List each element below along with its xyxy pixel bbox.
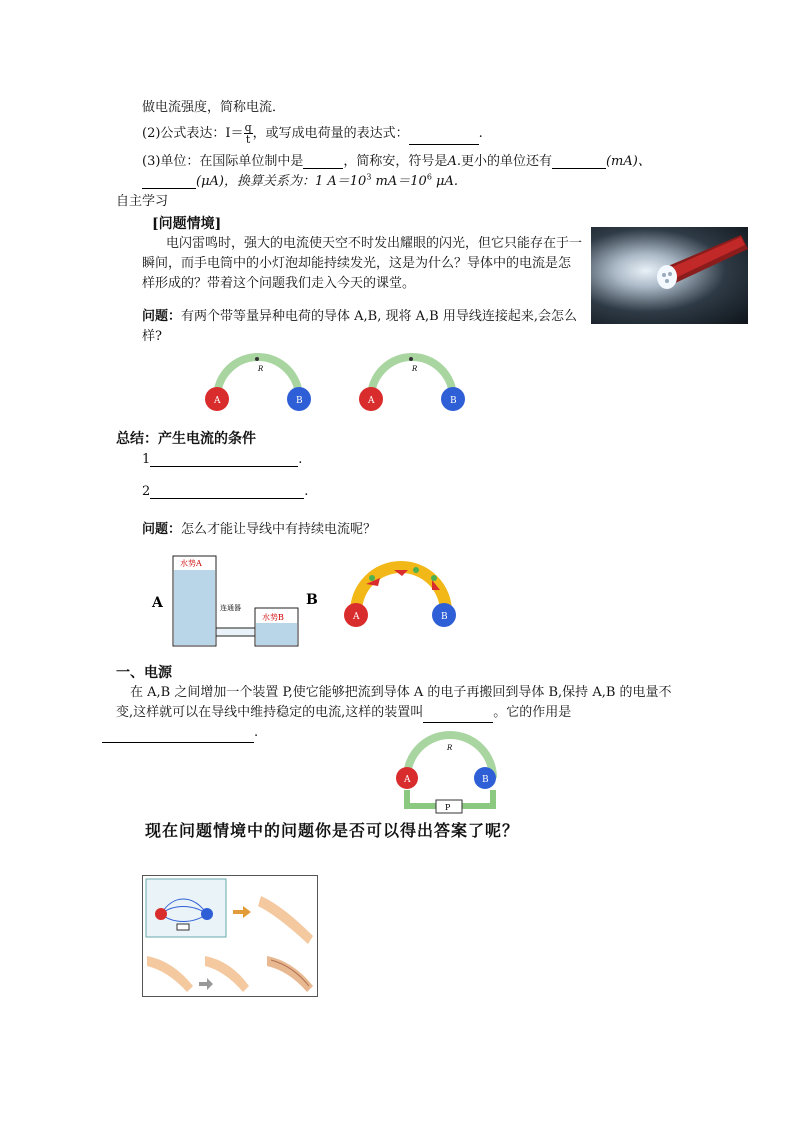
ball-b-3: B bbox=[482, 775, 489, 785]
conductor-diagram-2 bbox=[336, 560, 466, 640]
ball-a-2: A bbox=[353, 612, 360, 622]
section-1-title: 一、电源 bbox=[116, 665, 172, 681]
unit-line-1 bbox=[142, 150, 651, 169]
unit-symbol: A bbox=[447, 154, 457, 169]
ball-a-3: A bbox=[404, 775, 411, 785]
unit-text-b: ，简称安，符号是 bbox=[343, 154, 448, 169]
unit-blank-3[interactable] bbox=[142, 188, 196, 189]
tank-label-a: A bbox=[152, 595, 163, 611]
summary-end-1: . bbox=[298, 452, 303, 467]
section-1-end: . bbox=[254, 725, 259, 740]
unit-blank-2[interactable] bbox=[552, 168, 606, 169]
unit-mid: mA＝10 bbox=[371, 174, 427, 189]
unit-line-2 bbox=[142, 170, 458, 189]
connector-label: 连通器 bbox=[220, 604, 241, 612]
formula-line bbox=[142, 122, 483, 145]
summary-title: 总结：产生电流的条件 bbox=[116, 431, 256, 447]
self-study-label: 自主学习 bbox=[116, 194, 169, 209]
formula-denominator: t bbox=[245, 133, 251, 146]
question-1 bbox=[142, 307, 587, 347]
formula-numerator: q bbox=[244, 121, 252, 134]
summary-blank-1[interactable] bbox=[150, 466, 298, 467]
section-1-text-1: 在 A,B 之间增加一个装置 P,使它能够把流到导体 A 的电子再搬回到导体 B,保持 A,B 的电量不变,这样就可以在导线中维持稳定的电流,这样的装置叫 bbox=[116, 685, 672, 720]
formula-prefix: (2)公式表达：I＝ bbox=[142, 126, 244, 141]
tank-b-label: 水势B bbox=[262, 613, 284, 622]
field-lines-figure bbox=[143, 876, 317, 996]
unit-end: μA. bbox=[431, 174, 459, 189]
unit-blank-1[interactable] bbox=[303, 168, 343, 169]
r-label-right: R bbox=[412, 365, 418, 373]
final-question: 现在问题情境中的问题你是否可以得出答案了呢？ bbox=[145, 821, 520, 840]
scenario-heading: [问题情境] bbox=[152, 216, 222, 232]
tank-label-b: B bbox=[306, 592, 318, 608]
summary-end-2: . bbox=[304, 484, 309, 499]
power-source-diagram bbox=[392, 730, 508, 816]
summary-item-1-num: 1 bbox=[142, 452, 151, 467]
summary-item-1 bbox=[142, 452, 302, 467]
intro-line-1: 做电流强度，简称电流． bbox=[142, 100, 286, 115]
question-1-label: 问题： bbox=[142, 309, 182, 324]
question-2-label: 问题： bbox=[142, 522, 182, 537]
flashlight-photo bbox=[591, 227, 748, 324]
conductor-diagram-1 bbox=[195, 350, 485, 418]
formula-end: . bbox=[478, 126, 483, 141]
exp-2: 6 bbox=[426, 172, 432, 182]
right-ball-a: A bbox=[368, 396, 375, 406]
question-1-text: 有两个带等量异种电荷的导体 A,B, 现将 A,B 用导线连接起来,会怎么样? bbox=[142, 309, 577, 344]
exp-1: 3 bbox=[366, 172, 372, 182]
section-1-text-2: 。它的作用是 bbox=[493, 705, 572, 720]
unit-text-c: .更小的单位还有 bbox=[456, 154, 552, 169]
flashlight-icon bbox=[591, 227, 748, 324]
right-ball-b: B bbox=[450, 396, 457, 406]
question-2 bbox=[142, 518, 376, 537]
unit-ma: (mA)、 bbox=[605, 154, 651, 169]
formula-suffix: ，或写成电荷量的表达式： bbox=[252, 126, 409, 141]
unit-text-a: (3)单位：在国际单位制中是 bbox=[142, 154, 304, 169]
r-label-3: R bbox=[447, 744, 453, 752]
summary-item-2 bbox=[142, 484, 308, 499]
unit-ua: (μA)，换算关系为：1 A＝10 bbox=[196, 174, 367, 189]
formula-blank[interactable] bbox=[409, 144, 479, 145]
summary-item-2-num: 2 bbox=[142, 484, 151, 499]
field-figure bbox=[142, 875, 318, 997]
water-tank-diagram bbox=[148, 552, 328, 652]
scenario-paragraph: 电闪雷鸣时，强大的电流使天空不时发出耀眼的闪光，但它只能存在于一瞬间，而手电筒中的小灯泡却能持续发光，这是为什么？导体中的电流是怎样形成的？带着这个问题我们走入今天的课堂。 bbox=[142, 236, 583, 291]
device-p-label: P bbox=[445, 803, 451, 812]
tank-a-label: 水势A bbox=[180, 559, 202, 568]
left-ball-b: B bbox=[296, 396, 303, 406]
formula-fraction bbox=[244, 122, 253, 145]
summary-blank-2[interactable] bbox=[150, 498, 304, 499]
section-1-blank-2[interactable] bbox=[102, 742, 254, 743]
left-ball-a: A bbox=[214, 396, 221, 406]
section-1-blank-1[interactable] bbox=[423, 722, 493, 723]
r-label-left: R bbox=[258, 365, 264, 373]
ball-b-2: B bbox=[441, 612, 448, 622]
question-2-text: 怎么才能让导线中有持续电流呢？ bbox=[181, 522, 377, 537]
